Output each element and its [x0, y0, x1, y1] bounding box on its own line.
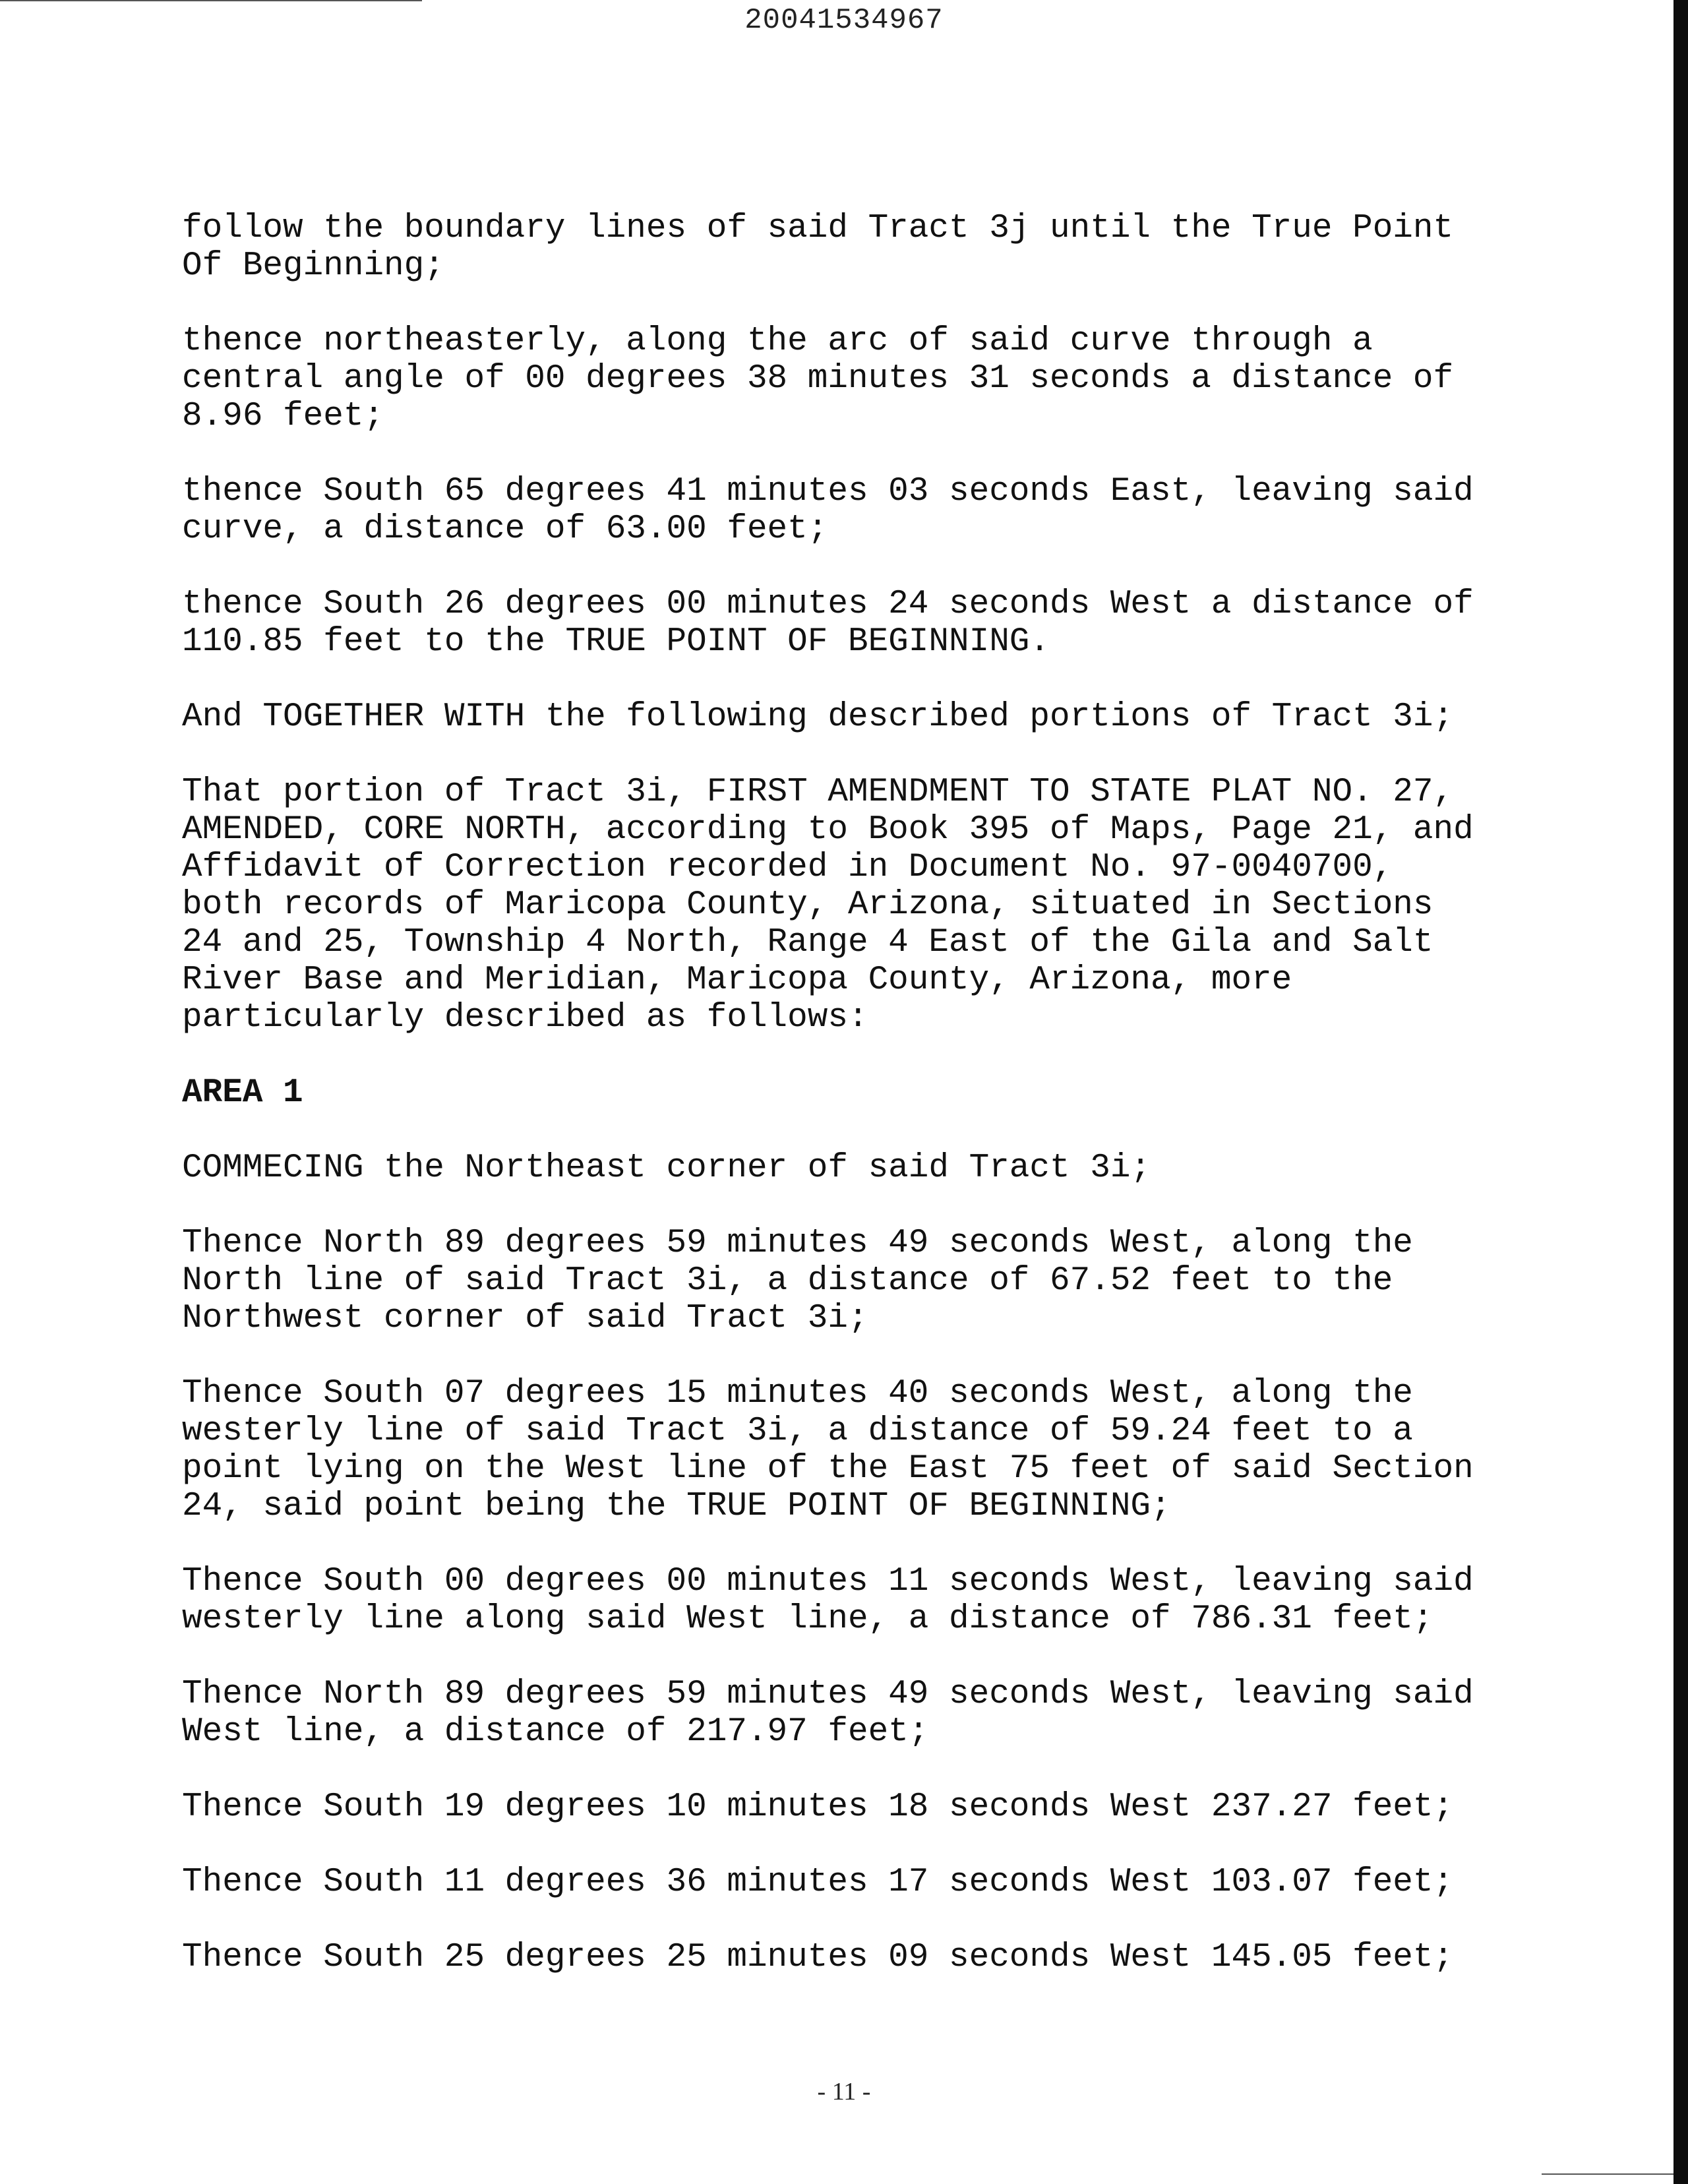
paragraph: Thence South 25 degrees 25 minutes 09 seconds West 145.05 feet;	[182, 1939, 1454, 1976]
paragraph: Thence South 19 degrees 10 minutes 18 seconds West 237.27 feet;	[182, 1788, 1454, 1826]
page-number: - 11 -	[817, 2078, 871, 2106]
paragraph: That portion of Tract 3i, FIRST AMENDMENT TO STATE PLAT NO. 27, AMENDED, CORE NORTH, according to Book 395 of Maps, Page 21, and Affidavit of Correction recorded in Document No. 97-0040700, both records of Maricopa County, Arizona, situated in Sections 24 and 25, Township 4 North, Range 4 East of the Gila and Salt River Base and Meridian, Maricopa County, Arizona, more particularly described as follows:	[182, 774, 1474, 1037]
recording-number: 20041534967	[744, 4, 944, 37]
paragraph: Thence South 11 degrees 36 minutes 17 seconds West 103.07 feet;	[182, 1864, 1454, 1901]
paragraph: thence South 65 degrees 41 minutes 03 seconds East, leaving said curve, a distance of 63.00 feet;	[182, 473, 1474, 548]
paragraph: follow the boundary lines of said Tract 3j until the True Point Of Beginning;	[182, 210, 1454, 285]
paragraph: thence northeasterly, along the arc of said curve through a central angle of 00 degrees 38 minutes 31 seconds a distance of 8.96 feet;	[182, 322, 1454, 435]
paragraph: Thence North 89 degrees 59 minutes 49 seconds West, leaving said West line, a distance of 217.97 feet;	[182, 1676, 1474, 1751]
scan-edge-bottom	[1542, 2173, 1673, 2175]
paragraph: Thence South 00 degrees 00 minutes 11 seconds West, leaving said westerly line along said West line, a distance of 786.31 feet;	[182, 1563, 1474, 1638]
scan-edge-top	[0, 0, 422, 1]
paragraph: Thence South 07 degrees 15 minutes 40 seconds West, along the westerly line of said Tract 3i, a distance of 59.24 feet to a point lying on the West line of the East 75 feet of said Section 24, said point being the TRUE POINT OF BEGINNING;	[182, 1375, 1474, 1525]
paragraph: thence South 26 degrees 00 minutes 24 seconds West a distance of 110.85 feet to the TRUE POINT OF BEGINNING.	[182, 586, 1474, 661]
scan-edge-right	[1673, 0, 1688, 2184]
paragraph: Thence North 89 degrees 59 minutes 49 seconds West, along the North line of said Tract 3i, a distance of 67.52 feet to the Northwest corner of said Tract 3i;	[182, 1225, 1413, 1337]
legal-description	[182, 210, 1501, 2014]
paragraph: And TOGETHER WITH the following described portions of Tract 3i;	[182, 698, 1454, 736]
section-heading: AREA 1	[182, 1074, 303, 1112]
paragraph: COMMECING the Northeast corner of said Tract 3i;	[182, 1149, 1151, 1187]
